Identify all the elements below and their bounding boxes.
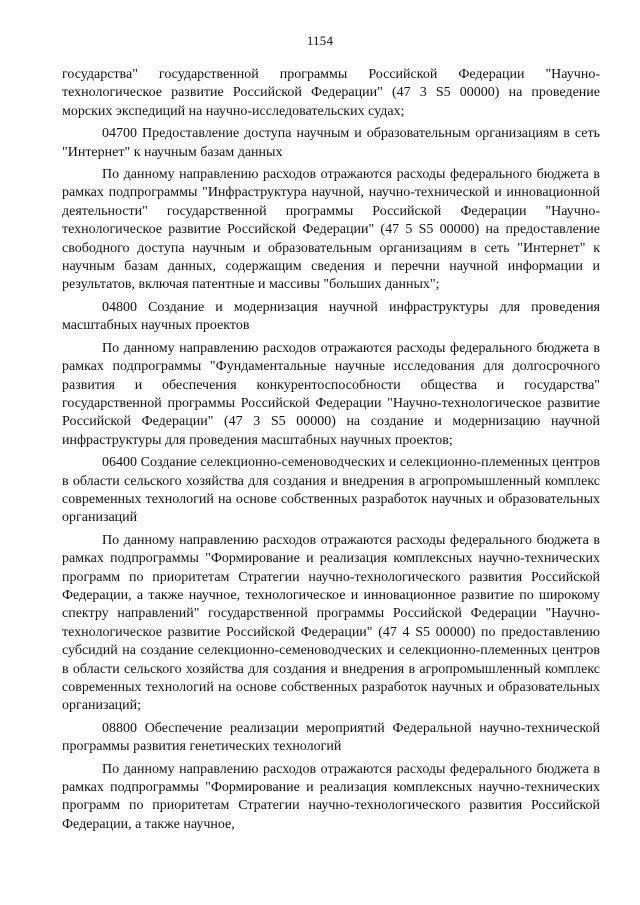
paragraph-code-08800: 08800 Обеспечение реализации мероприятий Федеральной научно-технической программы развития генетических технологий	[62, 720, 600, 755]
paragraph-code-06400: 06400 Создание селекционно-семеноводческих и селекционно-племенных центров в области сельского хозяйства для создания и внедрения в агропромышленный комплекс современных технологий на основе собственных разработок научных и образовательных организаций	[62, 455, 600, 526]
paragraph-description-06400: По данному направлению расходов отражаются расходы федерального бюджета в рамках подпрограммы "Формирование и реализация комплексных научно-технических программ по приоритетам Стратегии научно-технологического развития Российской Федерации, а также научное, технологическое и инновационное развитие по широкому спектру направлений" государственной программы Российской Федерации "Научно-технологическое развитие Российской Федерации" (47 4 S5 00000) по предоставлению субсидий на создание селекционно-семеноводческих и селекционно-племенных центров в области сельского хозяйства для создания и внедрения в агропромышленный комплекс современных технологий на основе собственных разработок научных и образовательных организаций;	[62, 532, 600, 714]
paragraph-description-04800: По данному направлению расходов отражаются расходы федерального бюджета в рамках подпрограммы "Фундаментальные научные исследования для долгосрочного развития и обеспечения конкурентоспособности общества и государства" государственной программы Российской Федерации "Научно-технологическое развитие Российской Федерации" (47 3 S5 00000) на создание и модернизацию научной инфраструктуры для проведения масштабных научных проектов;	[62, 340, 600, 448]
page-number: 1154	[306, 33, 334, 48]
paragraph-continuation: государства" государственной программы Российской Федерации "Научно-технологическое развитие Российской Федерации" (47 3 S5 00000) на проведение морских экспедиций на научно-исследовательских судах;	[62, 67, 600, 119]
document-body	[62, 66, 600, 838]
paragraph-description-08800: По данному направлению расходов отражаются расходы федерального бюджета в рамках подпрограммы "Формирование и реализация комплексных научно-технических программ по приоритетам Стратегии научно-технологического развития Российской Федерации, а также научное,	[62, 761, 600, 832]
paragraph-code-04700: 04700 Предоставление доступа научным и образовательным организациям в сеть "Интернет" к научным базам данных	[62, 126, 600, 160]
paragraph-code-04800: 04800 Создание и модернизация научной инфраструктуры для проведения масштабных научных проектов	[62, 299, 600, 334]
paragraph-description-04700: По данному направлению расходов отражаются расходы федерального бюджета в рамках подпрограммы "Инфраструктура научной, научно-технической и инновационной деятельности" государственной программы Российской Федерации "Научно-технологическое развитие Российской Федерации" (47 5 S5 00000) на предоставление свободного доступа научным и образовательным организациям в сеть "Интернет" к научным базам данных, содержащим сведения и перечни научной информации и результатов, включая патентные и массивы "больших данных";	[62, 167, 600, 293]
